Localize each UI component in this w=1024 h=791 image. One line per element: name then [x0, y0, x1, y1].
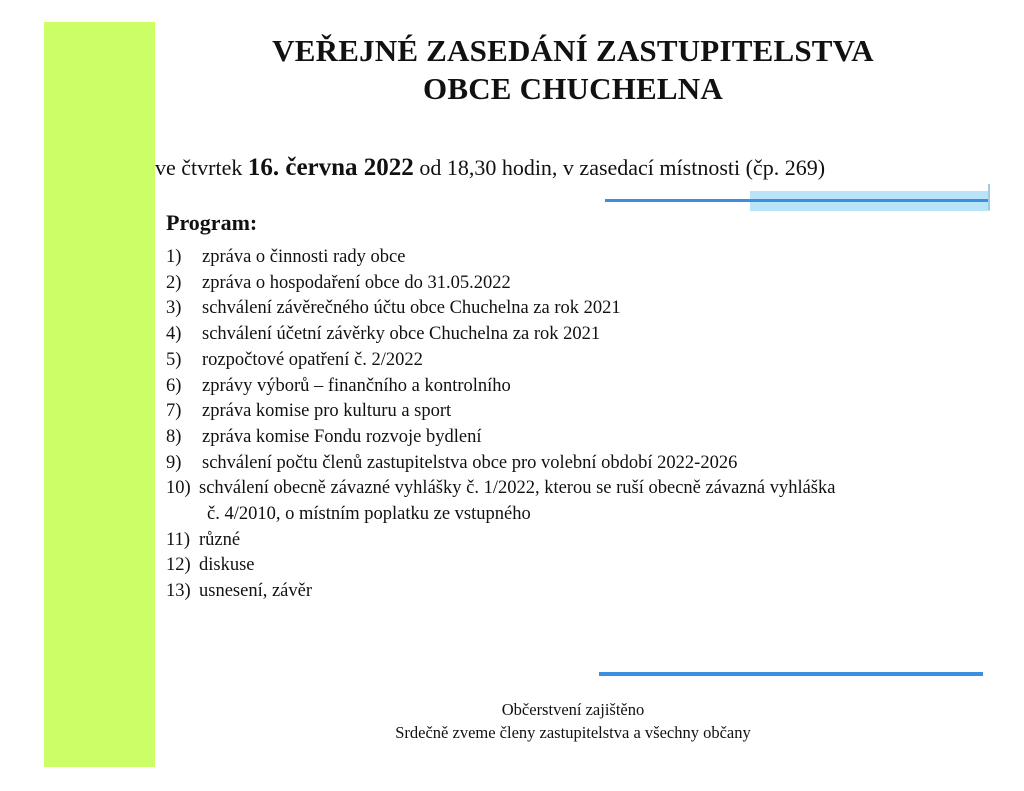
program-item-2: [166, 271, 996, 297]
program-item-6: [166, 374, 996, 400]
program-item-10: [166, 476, 996, 502]
program-item-4: [166, 322, 996, 348]
decorative-line-top: [605, 199, 988, 202]
decorative-tick: [988, 184, 990, 210]
item-number: 2): [166, 272, 182, 293]
title-line-1: VEŘEJNÉ ZASEDÁNÍ ZASTUPITELSTVA: [272, 33, 874, 68]
item-text: schválení závěrečného účtu obce Chuchelna za rok 2021: [202, 298, 621, 319]
program-item-12: [166, 553, 996, 579]
item-text: usnesení, závěr: [199, 581, 313, 602]
item-text: schválení obecně závazné vyhlášky č. 1/2022, kterou se ruší obecně závazná vyhláška: [199, 478, 836, 499]
decorative-line-bottom: [599, 672, 983, 676]
item-number: 9): [166, 452, 182, 473]
footer-refreshments: Občerstvení zajištěno: [501, 700, 645, 719]
item-text: zpráva komise Fondu rozvoje bydlení: [202, 426, 482, 447]
item-number: 5): [166, 349, 182, 370]
item-number: 7): [166, 401, 182, 422]
item-text: schválení účetní závěrky obce Chuchelna za rok 2021: [202, 324, 601, 345]
item-text: schválení počtu členů zastupitelstva obce pro volební období 2022-2026: [202, 452, 738, 473]
item-text: rozpočtové opatření č. 2/2022: [202, 349, 423, 370]
green-sidebar-bar: [44, 22, 155, 767]
item-text: zpráva komise pro kulturu a sport: [202, 401, 452, 422]
item-number: 3): [166, 298, 182, 319]
item-number: 1): [166, 247, 182, 267]
program-item-8: [166, 425, 996, 451]
meeting-time-place: od 18,30 hodin, v zasedací místnosti (čp. 269): [413, 155, 826, 180]
item-number: 11): [166, 529, 190, 550]
meeting-details: [155, 153, 1024, 183]
item-number: 6): [166, 375, 182, 396]
title-line-2: OBCE CHUCHELNA: [423, 71, 723, 106]
program-item-11: [166, 528, 996, 554]
meeting-prefix: ve čtvrtek: [155, 155, 248, 180]
page-title: [155, 32, 991, 108]
item-number: 12): [166, 555, 191, 576]
program-item-10-continuation: č. 4/2010, o místním poplatku ze vstupného: [207, 504, 531, 525]
item-text: různé: [199, 529, 241, 550]
item-number: 10): [166, 478, 191, 499]
program-item-7: [166, 399, 996, 425]
item-text: zpráva o hospodaření obce do 31.05.2022: [202, 272, 511, 293]
footer: [155, 698, 991, 744]
program-item-13: [166, 579, 996, 605]
item-text: zpráva o činnosti rady obce: [202, 247, 406, 267]
item-text: zprávy výborů – finančního a kontrolního: [202, 375, 511, 396]
program-list: [166, 245, 996, 605]
program-item-1: [166, 245, 996, 271]
item-number: 8): [166, 426, 182, 447]
item-number: 4): [166, 324, 182, 345]
program-item-5: [166, 348, 996, 374]
program-heading: Program:: [166, 210, 258, 235]
meeting-date: 16. června 2022: [247, 154, 414, 181]
item-number: 13): [166, 581, 191, 602]
item-text: diskuse: [199, 555, 255, 576]
program-item-3: [166, 296, 996, 322]
footer-invitation: Srdečně zveme členy zastupitelstva a všechny občany: [395, 723, 751, 742]
program-item-9: [166, 451, 996, 477]
